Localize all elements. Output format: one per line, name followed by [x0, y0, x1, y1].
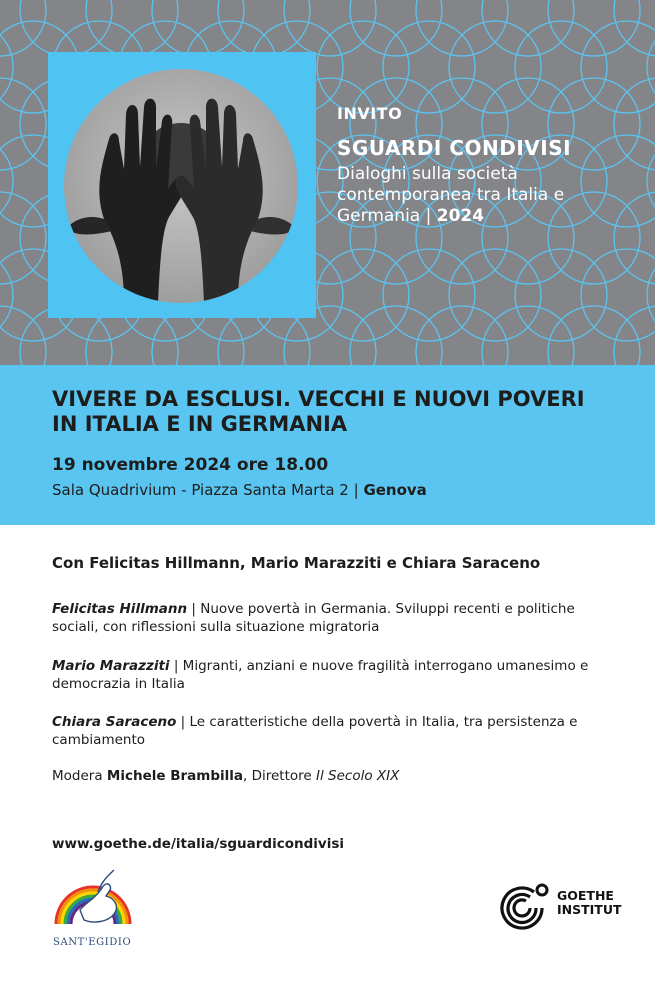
series-subtitle-text: Dialoghi sulla società contemporanea tra Italia e Germania |: [337, 164, 565, 226]
hands-illustration: [64, 69, 298, 303]
pattern-ring: [317, 21, 409, 113]
talk-description: | Nuove povertà in Germania. Sviluppi recenti e politiche sociali, con riflessioni sulla situazione migratoria: [52, 601, 575, 635]
pattern-ring: [20, 0, 112, 56]
newspaper-name: Il Secolo XIX: [316, 768, 400, 784]
pattern-ring: [482, 0, 574, 56]
speaker-name: Felicitas Hillmann: [52, 601, 188, 617]
talk-description: | Migranti, anziani e nuove fragilità interrogano umanesimo e democrazia in Italia: [52, 658, 589, 692]
moderator-role: , Direttore: [243, 768, 316, 784]
pattern-ring: [581, 21, 655, 113]
event-band: [0, 365, 655, 525]
pattern-ring: [350, 0, 442, 56]
pattern-ring: [0, 249, 13, 341]
series-subtitle: [337, 164, 587, 227]
talk-item: [52, 713, 612, 749]
goethe-institut-name: [557, 889, 622, 917]
pattern-ring: [218, 0, 310, 56]
pattern-ring: [416, 306, 508, 365]
pattern-ring: [383, 21, 475, 113]
speaker-name: Chiara Saraceno: [52, 714, 177, 730]
header-section: [0, 0, 655, 365]
pattern-ring: [482, 306, 574, 365]
invite-block: [337, 104, 587, 227]
event-title: VIVERE DA ESCLUSI. VECCHI E NUOVI POVERI IN ITALIA E IN GERMANIA: [52, 387, 585, 436]
goethe-line-2: INSTITUT: [557, 902, 622, 917]
talk-description: | Le caratteristiche della povertà in Italia, tra persistenza e cambiamento: [52, 714, 578, 748]
pattern-ring: [86, 0, 178, 56]
speaker-name: Mario Marazziti: [52, 658, 170, 674]
hands-photo: [64, 69, 298, 303]
pattern-ring: [581, 135, 655, 227]
pattern-ring: [647, 135, 655, 227]
pattern-ring: [614, 192, 655, 284]
pattern-ring: [581, 249, 655, 341]
pattern-ring: [647, 249, 655, 341]
pattern-ring: [383, 249, 475, 341]
series-year: 2024: [436, 206, 485, 226]
pattern-ring: [152, 0, 244, 56]
goethe-institut-logo: [492, 878, 552, 938]
pattern-ring: [0, 21, 13, 113]
moderator-line: [52, 768, 399, 784]
moderator-prefix: Modera: [52, 768, 107, 784]
website-link[interactable]: www.goethe.de/italia/sguardicondivisi: [52, 836, 344, 852]
goethe-line-1: GOETHE: [557, 888, 614, 903]
pattern-ring: [515, 21, 607, 113]
santegidio-name: SANT'EGIDIO: [53, 937, 132, 948]
pattern-ring: [548, 0, 640, 56]
pattern-ring: [0, 135, 13, 227]
talk-item: [52, 657, 612, 693]
pattern-ring: [416, 0, 508, 56]
pattern-ring: [0, 78, 46, 170]
invite-label: INVITO: [337, 104, 403, 123]
series-title: SGUARDI CONDIVISI: [337, 136, 572, 160]
venue-city: Genova: [363, 481, 427, 499]
speakers-heading: Con Felicitas Hillmann, Mario Marazziti e Chiara Saraceno: [52, 554, 541, 572]
pattern-ring: [449, 249, 541, 341]
pattern-ring: [614, 78, 655, 170]
pattern-ring: [317, 249, 409, 341]
moderator-name: Michele Brambilla: [106, 768, 244, 784]
event-datetime: 19 novembre 2024 ore 18.00: [52, 455, 329, 475]
pattern-ring: [647, 21, 655, 113]
pattern-ring: [548, 306, 640, 365]
pattern-ring: [0, 192, 46, 284]
pattern-ring: [350, 306, 442, 365]
talk-item: [52, 600, 612, 636]
photo-frame: [48, 52, 316, 318]
pattern-ring: [449, 21, 541, 113]
venue-text: Sala Quadrivium - Piazza Santa Marta 2 |: [52, 481, 364, 499]
pattern-ring: [284, 0, 376, 56]
pattern-ring: [515, 249, 607, 341]
event-venue: [52, 481, 427, 499]
